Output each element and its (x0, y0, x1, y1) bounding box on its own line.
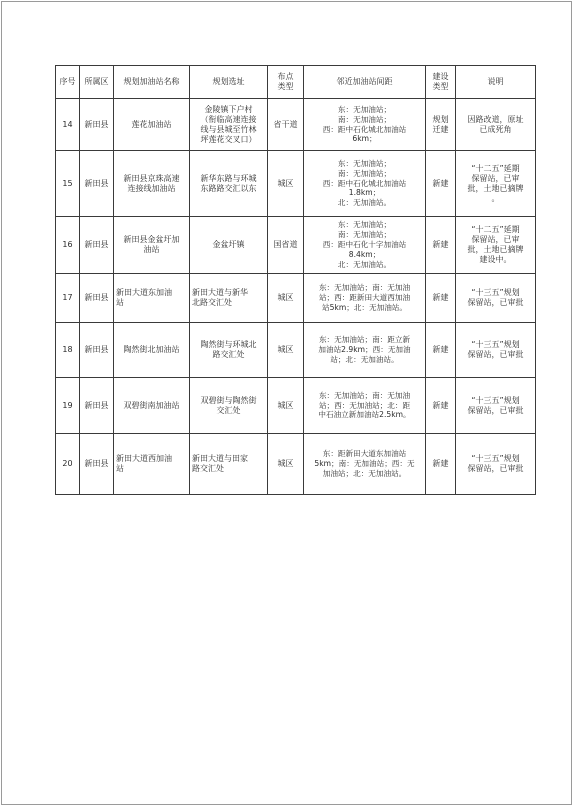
cell-layout: 城区 (268, 434, 304, 495)
cell-note: “十三五”规划 保留站，已审批 (456, 378, 536, 434)
cell-layout: 省干道 (268, 99, 304, 151)
header-build: 建设 类型 (426, 66, 456, 99)
cell-seq: 18 (56, 323, 80, 378)
table-header-row (56, 66, 536, 99)
cell-name: 双碧街南加油站 (114, 378, 190, 434)
cell-name: 新田大道东加油 站 (114, 274, 190, 323)
cell-note: “十三五”规划 保留站，已审批 (456, 434, 536, 495)
cell-site: 金陵镇下户村 （衔临高速连接 线与县城至竹林 坪莲花交叉口） (190, 99, 268, 151)
cell-note: “十二五”延期 保留站，已审 批，土地已摘牌 建设中。 (456, 217, 536, 274)
cell-county: 新田县 (80, 217, 114, 274)
cell-layout: 城区 (268, 274, 304, 323)
header-note: 说明 (456, 66, 536, 99)
header-seq: 序号 (56, 66, 80, 99)
table-row (56, 99, 536, 151)
cell-distance: 东：无加油站；南：无加油 站；西：无加油站；北：距 中石油立新加油站2.5km。 (304, 378, 426, 434)
table-row (56, 434, 536, 495)
cell-county: 新田县 (80, 274, 114, 323)
table-row (56, 274, 536, 323)
cell-layout: 国省道 (268, 217, 304, 274)
header-layout: 布点 类型 (268, 66, 304, 99)
cell-note: “十三五”规划 保留站，已审批 (456, 323, 536, 378)
cell-site: 新华东路与环城 东路路交汇以东 (190, 151, 268, 217)
cell-distance: 东：无加油站； 南：无加油站； 西：距中石化十字加油站 8.4km； 北：无加油站。 (304, 217, 426, 274)
cell-site: 新田大道与新华 北路交汇处 (190, 274, 268, 323)
cell-name: 莲花加油站 (114, 99, 190, 151)
table-row (56, 323, 536, 378)
cell-distance: 东：无加油站；南：距立新 加油站2.9km；西：无加油 站；北：无加油站。 (304, 323, 426, 378)
cell-seq: 16 (56, 217, 80, 274)
cell-layout: 城区 (268, 378, 304, 434)
cell-county: 新田县 (80, 378, 114, 434)
cell-build: 新建 (426, 274, 456, 323)
header-site: 规划选址 (190, 66, 268, 99)
cell-distance: 东：无加油站；南：无加油 站；西：距新田大道西加油 站5km；北：无加油站。 (304, 274, 426, 323)
cell-distance: 东：无加油站； 南：无加油站； 西：距中石化城北加油站 1.8km； 北：无加油站。 (304, 151, 426, 217)
cell-county: 新田县 (80, 323, 114, 378)
cell-note: “十二五”延期 保留站，已审 批，土地已摘牌 。 (456, 151, 536, 217)
cell-site: 双碧街与陶然街 交汇处 (190, 378, 268, 434)
table-row (56, 378, 536, 434)
cell-site: 新田大道与田家 路交汇处 (190, 434, 268, 495)
header-distance: 邻近加油站间距 (304, 66, 426, 99)
cell-seq: 20 (56, 434, 80, 495)
cell-name: 陶然街北加油站 (114, 323, 190, 378)
cell-name: 新田县金盆圩加 油站 (114, 217, 190, 274)
cell-county: 新田县 (80, 434, 114, 495)
cell-seq: 17 (56, 274, 80, 323)
cell-note: “十三五”规划 保留站，已审批 (456, 274, 536, 323)
cell-layout: 城区 (268, 151, 304, 217)
cell-seq: 15 (56, 151, 80, 217)
cell-distance: 东：无加油站； 南：无加油站； 西：距中石化城北加油站 6km； (304, 99, 426, 151)
cell-build: 新建 (426, 434, 456, 495)
cell-seq: 19 (56, 378, 80, 434)
cell-build: 新建 (426, 378, 456, 434)
header-county: 所属区 (80, 66, 114, 99)
cell-name: 新田县京珠高速 连接线加油站 (114, 151, 190, 217)
cell-site: 金盆圩镇 (190, 217, 268, 274)
header-name: 规划加油站名称 (114, 66, 190, 99)
cell-county: 新田县 (80, 151, 114, 217)
cell-name: 新田大道西加油 站 (114, 434, 190, 495)
cell-distance: 东：距新田大道东加油站 5km；南：无加油站；西：无 加油站；北：无加油站。 (304, 434, 426, 495)
cell-site: 陶然街与环城北 路交汇处 (190, 323, 268, 378)
table-row (56, 151, 536, 217)
cell-build: 新建 (426, 151, 456, 217)
cell-build: 新建 (426, 217, 456, 274)
cell-build: 规划 迁建 (426, 99, 456, 151)
gas-station-plan-table (55, 65, 536, 495)
cell-county: 新田县 (80, 99, 114, 151)
cell-note: 因路改道，原址 已成死角 (456, 99, 536, 151)
cell-seq: 14 (56, 99, 80, 151)
cell-layout: 城区 (268, 323, 304, 378)
cell-build: 新建 (426, 323, 456, 378)
table-row (56, 217, 536, 274)
